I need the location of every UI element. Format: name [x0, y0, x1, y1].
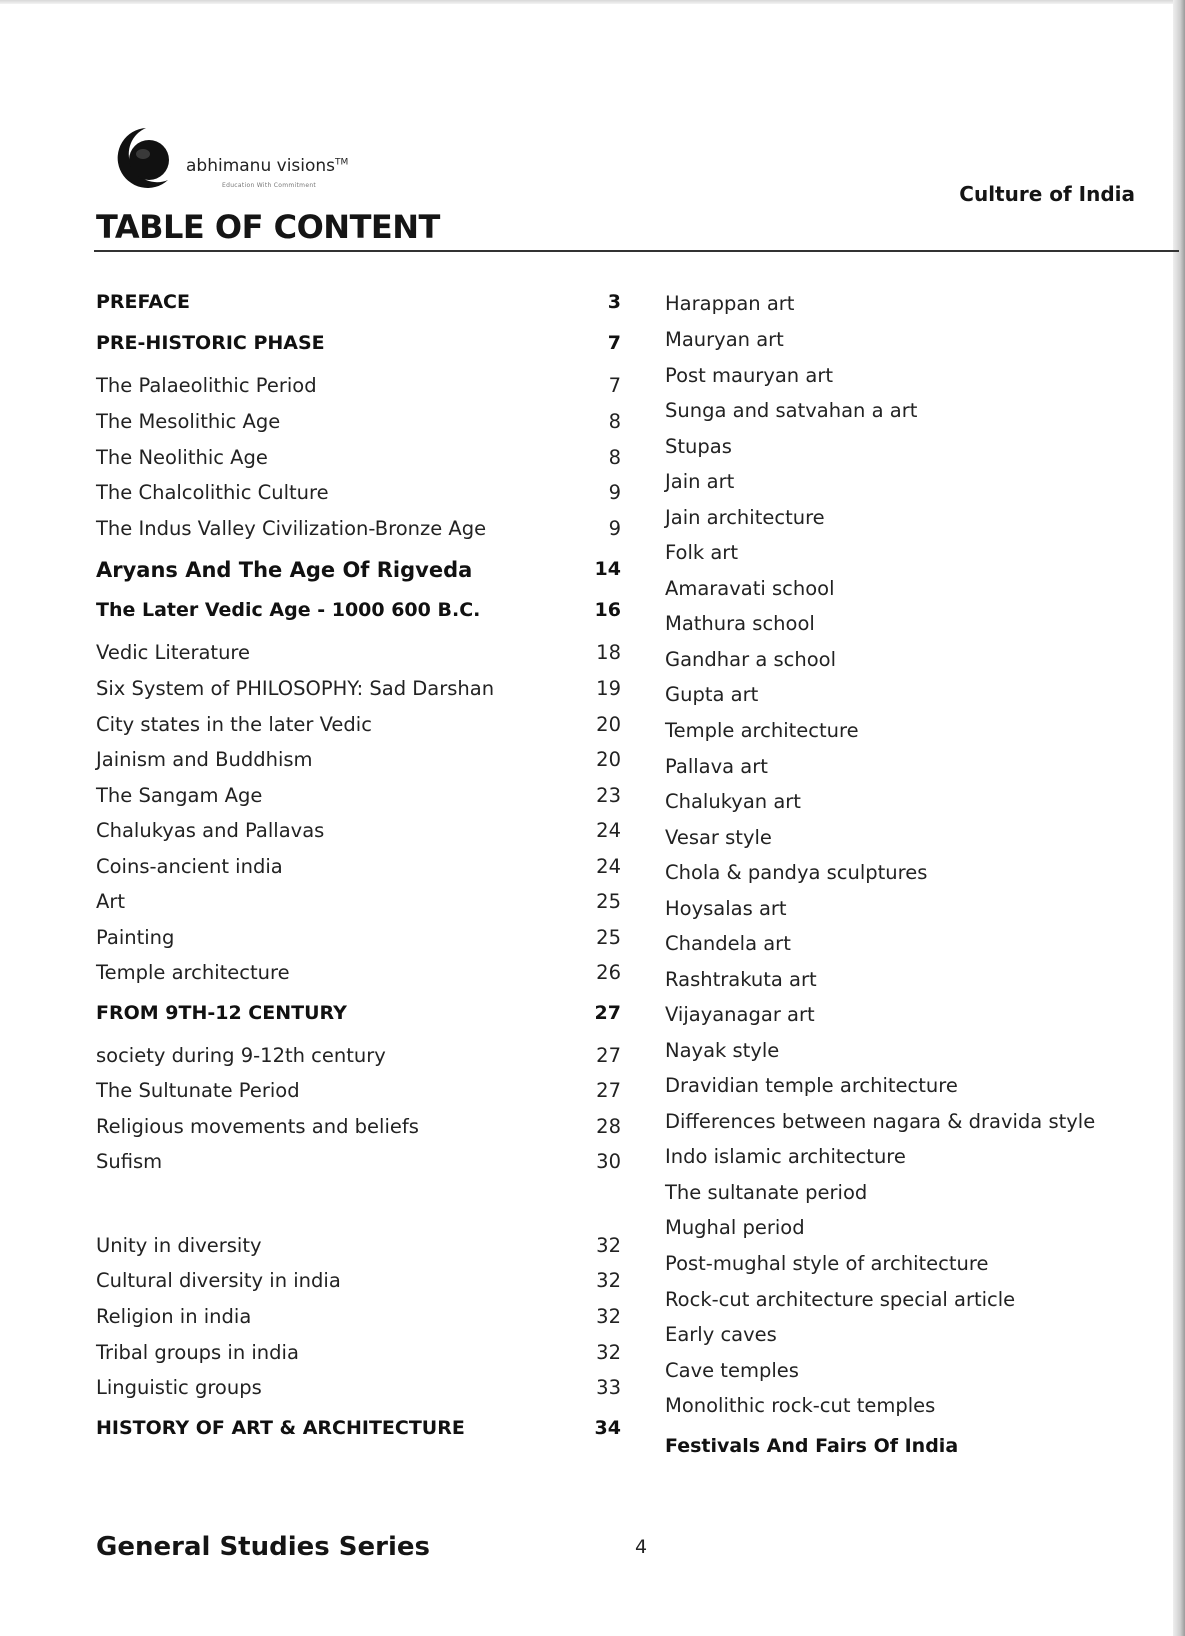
- left-entry-title: Jainism and Buddhism: [96, 748, 313, 771]
- header-divider: [94, 250, 1179, 252]
- right-entry-title: The sultanate period: [665, 1181, 868, 1204]
- right-entry-title: Sunga and satvahan a art: [665, 399, 918, 422]
- right-entry-title: Jain architecture: [665, 506, 825, 529]
- left-entry-title: City states in the later Vedic: [96, 713, 372, 736]
- right-entry-title: Chandela art: [665, 932, 791, 955]
- left-entry-title: Temple architecture: [96, 961, 290, 984]
- left-entry-page: 27: [596, 1044, 621, 1067]
- right-entry-title: Amaravati school: [665, 577, 835, 600]
- left-entry-page: 9: [608, 517, 621, 540]
- left-entry-title: Linguistic groups: [96, 1376, 262, 1399]
- left-entry-title: The Neolithic Age: [96, 446, 268, 469]
- left-entry-page: 25: [596, 890, 621, 913]
- page-binding-edge: [1173, 0, 1185, 1636]
- left-entry-page: 28: [596, 1115, 621, 1138]
- left-entry-title: Six System of PHILOSOPHY: Sad Darshan: [96, 677, 495, 700]
- left-entry-title: Tribal groups in india: [96, 1341, 299, 1364]
- right-entry-title: Nayak style: [665, 1039, 780, 1062]
- left-entry-page: 16: [594, 599, 621, 621]
- left-entry-page: 8: [608, 410, 621, 433]
- page-title: TABLE OF CONTENT: [96, 208, 440, 246]
- series-title: General Studies Series: [96, 1532, 431, 1562]
- right-entry-title: Harappan art: [665, 292, 795, 315]
- left-entry-page: 8: [608, 446, 621, 469]
- left-entry-page: 32: [596, 1234, 621, 1257]
- right-entry-title: Dravidian temple architecture: [665, 1074, 958, 1097]
- right-entry-title: Mughal period: [665, 1216, 805, 1239]
- left-entry-page: 24: [596, 819, 621, 842]
- right-entry-title: Chalukyan art: [665, 790, 801, 813]
- page-number: 4: [635, 1536, 648, 1558]
- right-entry-title: Monolithic rock-cut temples: [665, 1394, 936, 1417]
- logo-tagline: Education With Commitment: [222, 182, 317, 189]
- left-entry-title: Cultural diversity in india: [96, 1269, 341, 1292]
- left-entry-title: The Sangam Age: [96, 784, 263, 807]
- right-entry-title: Post-mughal style of architecture: [665, 1252, 989, 1275]
- left-entry-page: 27: [594, 1002, 621, 1024]
- right-entry-title: Rashtrakuta art: [665, 968, 817, 991]
- right-entry-title: Vijayanagar art: [665, 1003, 815, 1026]
- book-title: Culture of India: [959, 182, 1135, 206]
- left-entry-page: 20: [596, 748, 621, 771]
- left-entry-page: 33: [596, 1376, 621, 1399]
- right-entry-title: Early caves: [665, 1323, 777, 1346]
- left-entry-title: The Indus Valley Civilization-Bronze Age: [96, 517, 487, 540]
- left-entry-title: Art: [96, 890, 126, 913]
- right-entry-title: Gandhar a school: [665, 648, 836, 671]
- left-entry-title: Religious movements and beliefs: [96, 1115, 419, 1138]
- right-entry-title: Temple architecture: [665, 719, 859, 742]
- left-entry-title: The Mesolithic Age: [96, 410, 281, 433]
- left-entry-page: 25: [596, 926, 621, 949]
- left-entry-page: 30: [596, 1150, 621, 1173]
- right-entry-title: Cave temples: [665, 1359, 799, 1382]
- right-entry-title: Gupta art: [665, 683, 759, 706]
- right-entry-title: Mauryan art: [665, 328, 784, 351]
- left-entry-title: Unity in diversity: [96, 1234, 262, 1257]
- right-entry-title: Hoysalas art: [665, 897, 787, 920]
- left-entry-title: HISTORY OF ART & ARCHITECTURE: [96, 1417, 465, 1439]
- left-entry-page: 14: [594, 558, 621, 580]
- left-entry-title: society during 9-12th century: [96, 1044, 386, 1067]
- right-entry-title: Indo islamic architecture: [665, 1145, 906, 1168]
- top-edge: [0, 0, 1185, 4]
- right-entry-title: Folk art: [665, 541, 738, 564]
- left-entry-title: Aryans And The Age Of Rigveda: [96, 558, 473, 582]
- left-entry-title: Coins-ancient india: [96, 855, 283, 878]
- right-entry-title: Stupas: [665, 435, 732, 458]
- left-entry-page: 18: [596, 641, 621, 664]
- left-entry-title: Chalukyas and Pallavas: [96, 819, 325, 842]
- left-entry-title: The Later Vedic Age - 1000 600 B.C.: [96, 599, 481, 621]
- left-entry-title: The Chalcolithic Culture: [96, 481, 329, 504]
- left-entry-page: 34: [594, 1417, 621, 1439]
- left-entry-page: 26: [596, 961, 621, 984]
- left-entry-page: 7: [608, 374, 621, 397]
- left-entry-page: 7: [607, 332, 621, 354]
- right-entry-title: Rock-cut architecture special article: [665, 1288, 1016, 1311]
- left-entry-title: Sufism: [96, 1150, 163, 1173]
- left-entry-title: Religion in india: [96, 1305, 252, 1328]
- right-entry-title: Post mauryan art: [665, 364, 833, 387]
- left-entry-page: 32: [596, 1305, 621, 1328]
- right-entry-title: Festivals And Fairs Of India: [665, 1435, 959, 1457]
- left-entry-title: FROM 9TH-12 CENTURY: [96, 1002, 347, 1024]
- left-entry-page: 23: [596, 784, 621, 807]
- right-entry-title: Pallava art: [665, 755, 768, 778]
- left-entry-page: 9: [608, 481, 621, 504]
- logo-icon: [110, 122, 182, 194]
- right-entry-title: Vesar style: [665, 826, 772, 849]
- left-entry-page: 27: [596, 1079, 621, 1102]
- left-entry-page: 32: [596, 1341, 621, 1364]
- right-entry-title: Differences between nagara & dravida style: [665, 1110, 1096, 1133]
- left-entry-page: 32: [596, 1269, 621, 1292]
- right-entry-title: Mathura school: [665, 612, 815, 635]
- left-entry-title: The Sultunate Period: [96, 1079, 300, 1102]
- left-entry-page: 20: [596, 713, 621, 736]
- left-entry-page: 3: [607, 291, 621, 313]
- right-entry-title: Chola & pandya sculptures: [665, 861, 928, 884]
- right-entry-title: Jain art: [665, 470, 735, 493]
- left-entry-title: The Palaeolithic Period: [96, 374, 317, 397]
- left-entry-title: PREFACE: [96, 291, 190, 313]
- left-entry-title: Vedic Literature: [96, 641, 251, 664]
- logo-wordmark: abhimanu visions™: [186, 156, 349, 176]
- left-entry-title: PRE-HISTORIC PHASE: [96, 332, 325, 354]
- left-entry-title: Painting: [96, 926, 175, 949]
- left-entry-page: 19: [596, 677, 621, 700]
- left-entry-page: 24: [596, 855, 621, 878]
